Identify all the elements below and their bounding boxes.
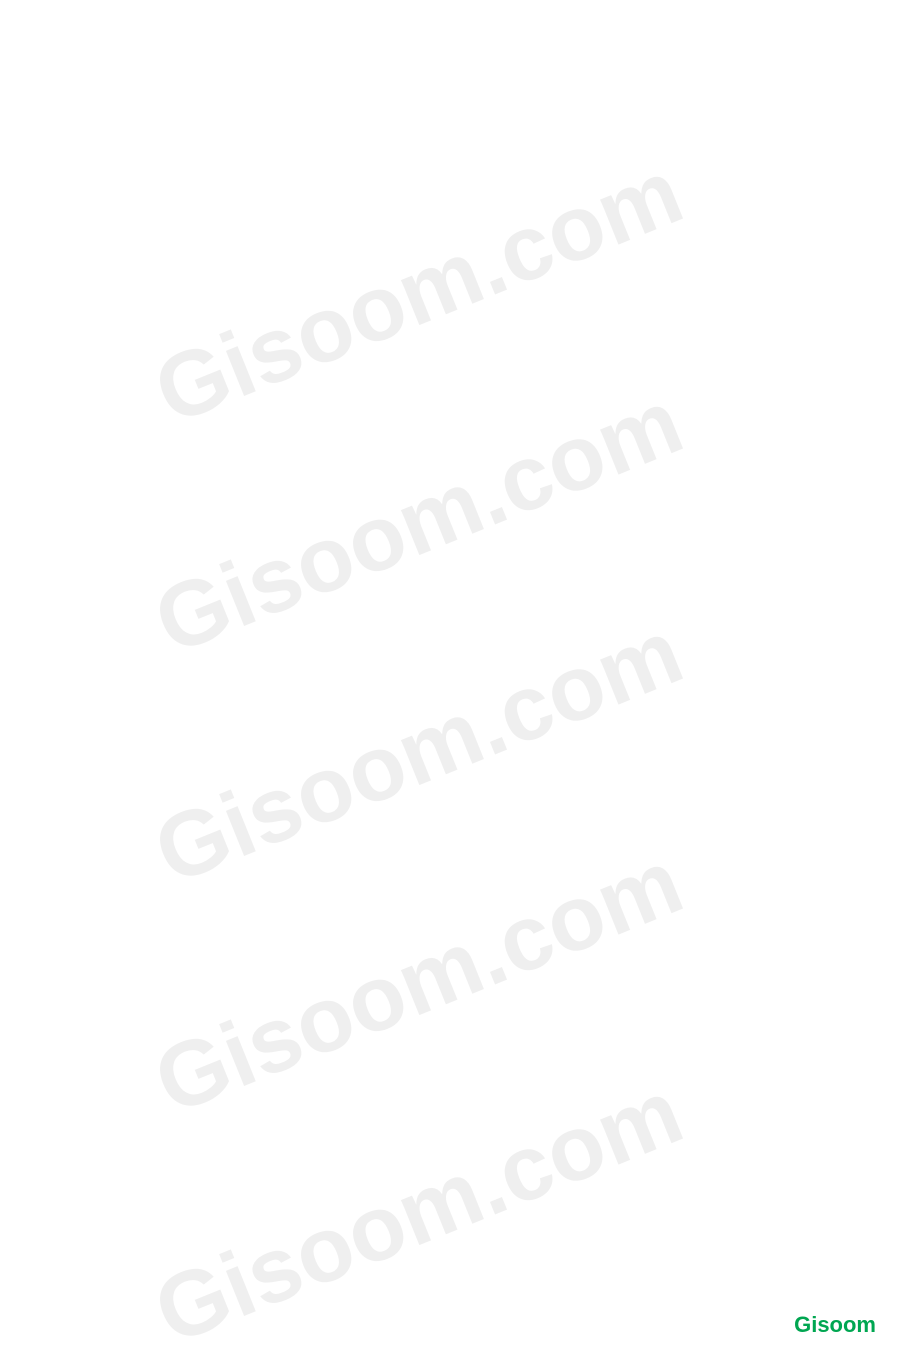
watermark: Gisoom.com <box>140 1060 696 1364</box>
brand-logo: Gisoom <box>794 1312 876 1337</box>
watermark: Gisoom.com <box>140 600 696 904</box>
watermark: Gisoom.com <box>140 370 696 674</box>
watermark: Gisoom.com <box>140 830 696 1134</box>
watermark: Gisoom.com <box>140 140 696 444</box>
document-page <box>78 92 820 1242</box>
